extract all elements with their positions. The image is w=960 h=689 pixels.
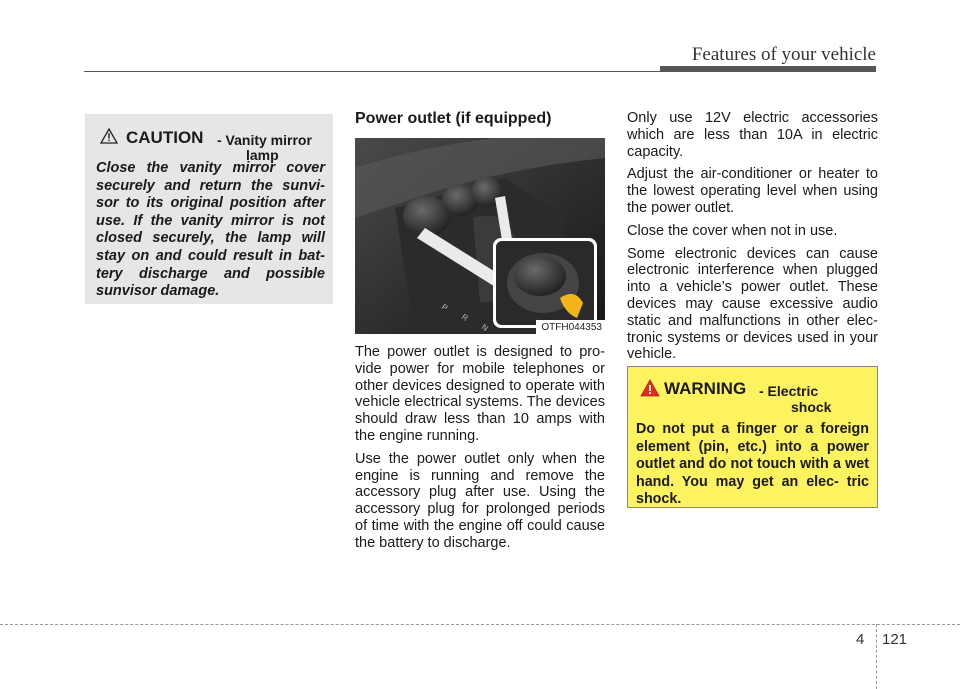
caution-triangle-icon — [100, 128, 118, 144]
paragraph: Only use 12V electric accessories which are less than 10A in electric capacity. — [627, 110, 878, 160]
footer-rule — [0, 624, 960, 625]
caution-subtitle: - Vanity mirror — [217, 132, 312, 148]
header-rule-accent — [660, 66, 876, 71]
svg-text:N: N — [479, 322, 490, 333]
footer-divider — [876, 624, 877, 689]
page-number: 121 — [882, 631, 908, 648]
paragraph: Close the cover when not in use. — [627, 222, 838, 239]
warning-box — [627, 366, 878, 508]
header-title: Features of your vehicle — [691, 44, 876, 65]
right-column — [627, 110, 878, 369]
warning-header — [636, 375, 869, 421]
paragraph: The power outlet is designed to pro- vide power for mobile telephones or other devices designed to operate with vehicle electrical systems. The devices should draw less than 10 amps with the engine running. — [355, 344, 605, 444]
photo-caption: OTFH044353 — [536, 320, 605, 334]
caution-header — [96, 122, 325, 163]
center-console-illustration — [355, 138, 605, 334]
warning-subtitle-line2: shock — [791, 399, 832, 415]
warning-body: Do not put a finger or a foreign element (pin, etc.) into a power outlet and do not touch with a wet hand. You may get an elec- tric shock. — [636, 421, 869, 508]
caution-box — [85, 114, 333, 304]
warning-label: WARNING — [664, 379, 747, 398]
power-outlet-photo — [355, 138, 605, 334]
paragraph: Adjust the air-conditioner or heater to the lowest operating level when using the power outlet. — [627, 166, 878, 216]
caution-subtitle-line2: lamp — [246, 147, 279, 163]
section-title: Power outlet (if equipped) — [355, 110, 552, 127]
svg-text:R: R — [459, 312, 470, 323]
paragraph: Some electronic devices can cause electronic interference when plugged into a vehicle’s power outlet. These devices may cause excessive audio static and malfunctions in other elec- tronic systems or devices used in your vehicle. — [627, 245, 878, 363]
chapter-number: 4 — [856, 631, 865, 648]
caution-label: CAUTION — [126, 128, 204, 147]
paragraph: Use the power outlet only when the engine is running and remove the accessory plug after use. Using the accessory plug for prolonged periods of time with the engine off could cause the battery to discharge. — [355, 450, 605, 551]
caution-body: Close the vanity mirror cover securely and return the sunvi- sor to its original position after use. If the vanity mirror is not closed securely, the lamp will stay on and could result in bat- tery discharge and possible sunvisor damage. — [96, 160, 325, 300]
header-rule — [84, 71, 876, 72]
power-outlet-section — [355, 110, 605, 558]
warning-triangle-icon — [640, 379, 660, 397]
svg-text:P: P — [439, 302, 450, 313]
warning-subtitle: - Electric — [759, 383, 819, 399]
